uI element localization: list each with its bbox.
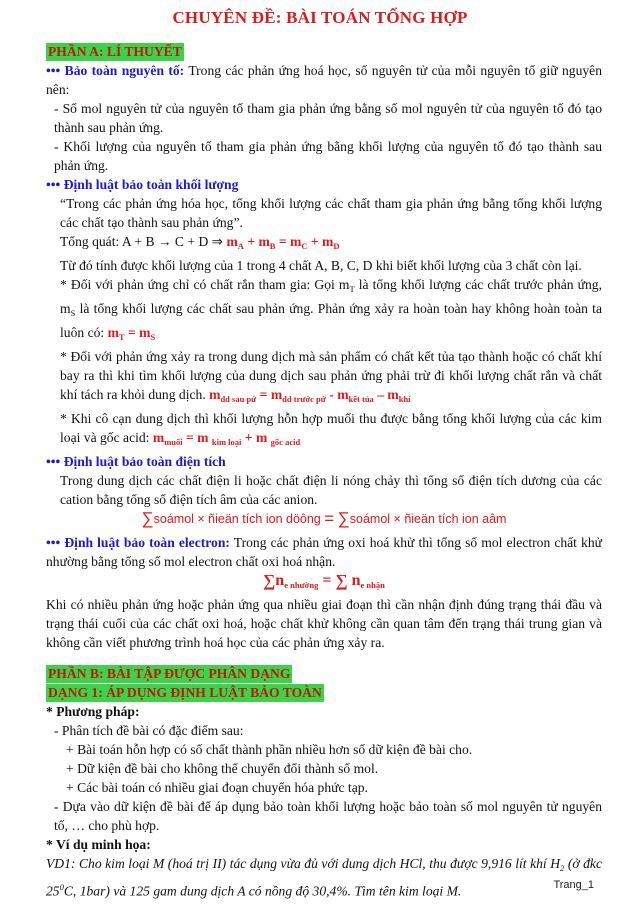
section-text: Trong các phản ứng oxi hoá khử thì tổng số mol electron chất khử nhường bằng tổng số mol electron chất oxi hoá nhận. xyxy=(46,535,602,569)
section-label: Định luật bảo toàn điện tích xyxy=(63,454,226,469)
part-b-heading: PHẦN B: BÀI TẬP ĐƯỢC PHÂN DẠNG xyxy=(48,666,291,681)
solid-case: * Đối với phản ứng chỉ có chất rắn tham gia: Gọi $m_T$ là tổng khối lượng các chất trước phản ứng, $m_S$ là tổng khối lượng các chất sau phản ứng. Phản ứng xảy ra hoàn toàn hay không hoàn toàn ta luôn có: $m_T = m_S$ xyxy=(60,277,603,342)
method-line: - Dựa vào dữ kiện đề bài để áp dụng bảo toàn khối lượng hoặc bảo toàn số mol nguyên tử nguyên tố, … cho phù hợp. xyxy=(54,799,602,833)
method-line: + Bài toán hỗn hợp có số chất thành phần nhiều hơn số dữ kiện đề bài cho. xyxy=(66,742,473,757)
section-mass-conservation xyxy=(46,175,602,194)
bullet-icon: ••• xyxy=(46,63,61,78)
charge-formula: ∑soámol × ñieän tích ion döông = ∑soámol × ñieän tích ion aâm xyxy=(141,509,507,528)
mass-formula: $m_A + m_B = m_C + m_D$ xyxy=(226,234,340,251)
method-line: + Các bài toán có nhiều giai đoạn chuyển hóa phức tạp. xyxy=(66,780,368,795)
text-line: - Số mol nguyên tử của nguyên tố tham gia phản ứng bằng số mol nguyên tử của nguyên tố đó tạo thành sau phản ứng. xyxy=(54,101,602,135)
section-electron-conservation xyxy=(46,533,602,571)
bullet-icon: ••• xyxy=(46,454,61,469)
section-label: Định luật bảo toàn khối lượng xyxy=(63,177,239,192)
general-formula-line xyxy=(46,232,602,256)
electron-formula: $\sum n_{e nhường}$ = ∑ $n_{e nhận}$ xyxy=(263,571,385,590)
general-prefix: Tổng quát: A + B → C + D ⇒ xyxy=(60,234,227,249)
method-label: * Phương pháp: xyxy=(46,704,140,719)
text-line: Từ đó tính được khối lượng của 1 trong 4 chất A, B, C, D khi biết khối lượng của 3 chất còn lại. xyxy=(60,258,582,273)
dang-1-heading: DẠNG 1: ÁP DỤNG ĐỊNH LUẬT BẢO TOÀN xyxy=(48,685,322,700)
method-line: - Phân tích đề bài có đặc điểm sau: xyxy=(54,723,244,738)
page-number: Trang_1 xyxy=(553,879,594,891)
example-text: VD1: Cho kim loại M (hoá trị II) tác dụng vừa đủ với dung dịch HCl, thu được 9,916 lít khí $H_2$ (ở đkc $25^0C$, 1bar) và 125 gam dung dịch A có nồng độ 30,4%. Tìm tên kim loại M. xyxy=(46,856,602,899)
section-element-conservation xyxy=(46,61,602,99)
solid-formula: $m_T = m_S$ xyxy=(107,325,156,342)
evaporation-formula: $m_{muối} = m$ $_{kim loại}$ + m $_{gốc acid}$ xyxy=(152,430,301,447)
part-a-heading: PHẦN A: LÍ THUYẾT xyxy=(48,44,182,59)
bullet-icon: ••• xyxy=(46,177,61,192)
solution-formula: $m_{dd sau pứ} = m_{dd trước pứ} - m_{kết tủa} - m_{khí}$ xyxy=(209,387,411,404)
document-body xyxy=(46,42,602,901)
evaporation-case: * Khi cô cạn dung dịch thì khối lượng hỗn hợp muối thu được bằng tổng khối lượng của các kim loại và gốc acid: $m_{muối} = m$ $_{kim loại}$ + m $_{gốc acid}$ xyxy=(60,411,602,447)
example-label: * Ví dụ minh họa: xyxy=(46,837,151,852)
text-line: - Khối lượng của nguyên tố tham gia phản ứng bằng khối lượng của nguyên tố đó tạo thành sau phản ứng. xyxy=(54,139,602,173)
quote-text: “Trong các phản ứng hóa học, tổng khối lượng các chất tham gia phản ứng bằng tổng khối lượng các chất tạo thành sau phản ứng”. xyxy=(60,196,602,230)
method-line: + Dữ kiện đề bài cho không thể chuyển đổi thành số mol. xyxy=(66,761,379,776)
document-title: CHUYÊN ĐỀ: BÀI TOÁN TỔNG HỢP xyxy=(172,8,468,27)
electron-note: Khi có nhiều phản ứng hoặc phản ứng qua nhiều giai đoạn thì cần nhận định đúng trạng thái đầu và trạng thái cuối của các chất oxi hoá, hoặc chất khử không cần quan tâm đến trạng thái trung gian và không cần viết phương trình hoá học của các phản ứng xảy ra. xyxy=(46,597,602,650)
bullet-icon: ••• xyxy=(46,535,61,550)
section-label: Bảo toàn nguyên tố: xyxy=(64,63,185,78)
section-text: Trong dung dịch các chất điện li hoặc chất điện li nóng chảy thì tổng số điện tích dương của các cation bằng tổng số điện tích âm của các anion. xyxy=(60,473,602,507)
section-charge-conservation xyxy=(46,452,602,471)
section-text: Trong các phản ứng hoá học, số nguyên tử của mỗi nguyên tố giữ nguyên nên: xyxy=(46,63,602,97)
section-label: Định luật bảo toàn electron: xyxy=(64,535,230,550)
solution-case: * Đối với phản ứng xảy ra trong dung dịch mà sản phẩm có chất kết tủa tạo thành hoặc có chất khí bay ra thì khi tìm khối lượng của dung dịch sau phản ứng phải trừ đi khối lượng chất rắn và chất khí tách ra khỏi dung dịch. $m_{dd sau pứ} = m_{dd trước pứ} - m_{kết tủa} - m_{khí}$ xyxy=(60,349,602,404)
